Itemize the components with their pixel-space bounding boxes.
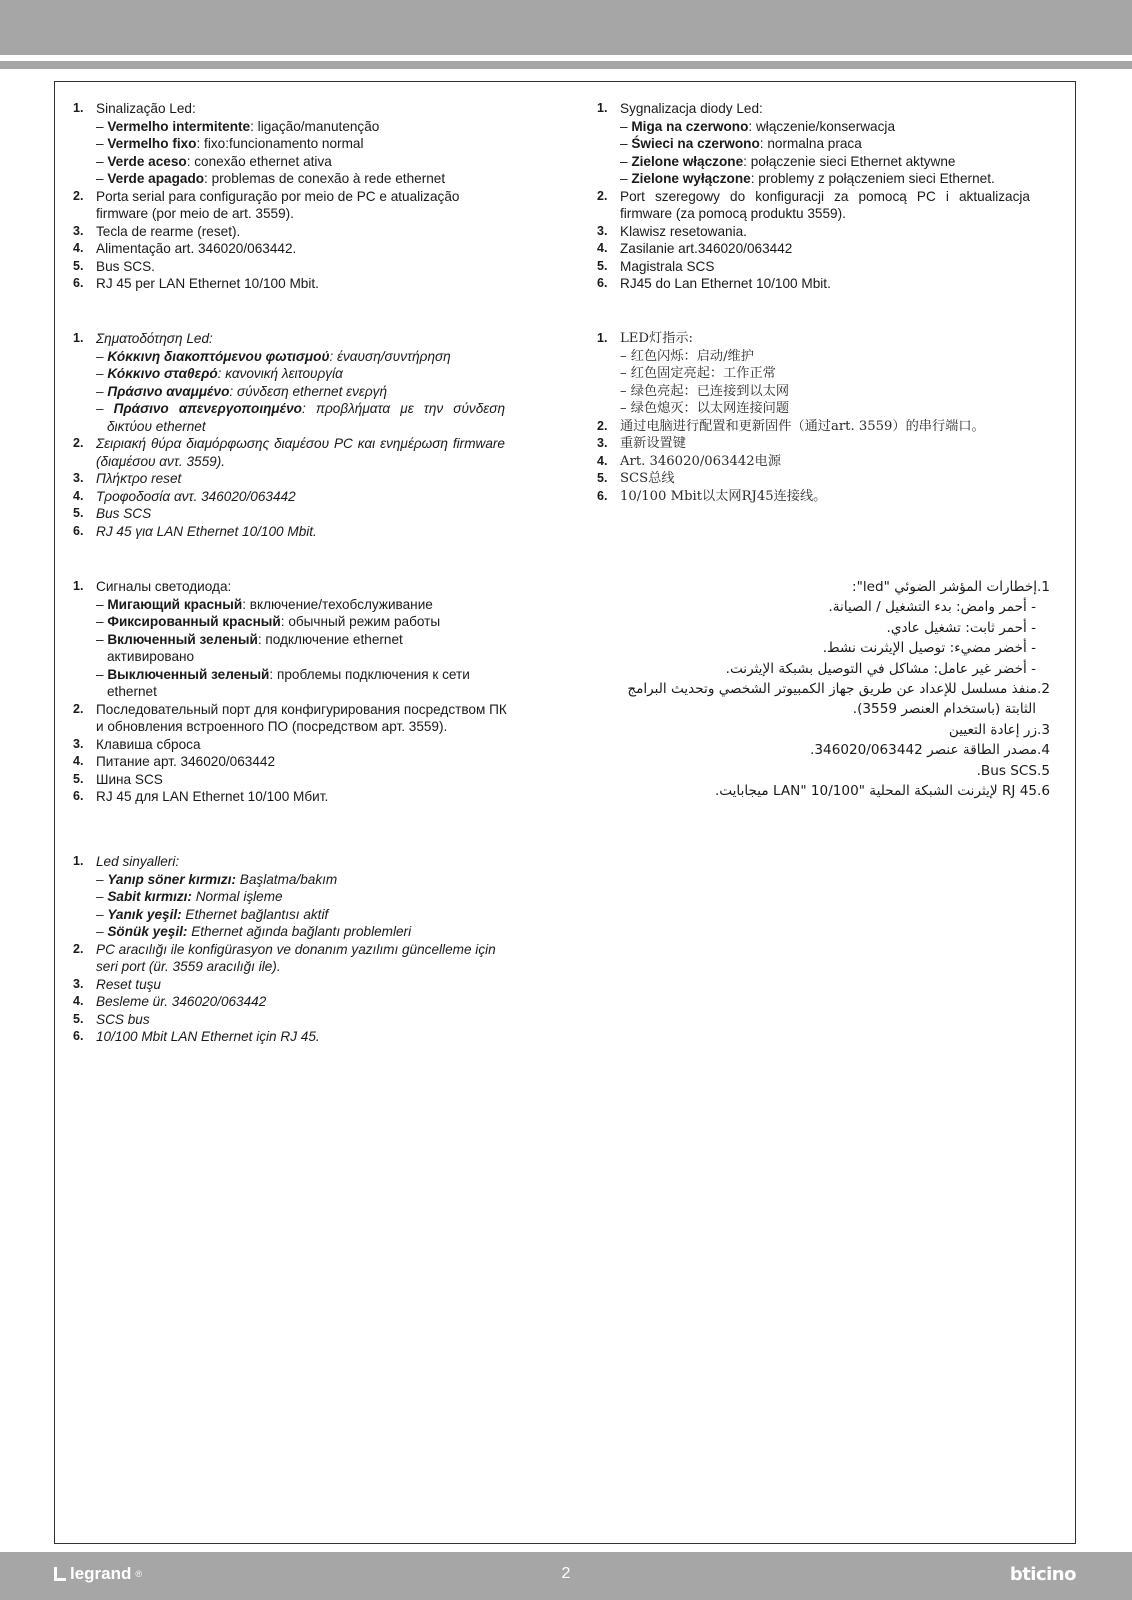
list-item: 4. Питание арт. 346020/063442	[73, 754, 276, 769]
list-item-continuation: الثابتة (باستخدام العنصر 3559).	[852, 701, 1036, 718]
sub-item: – 红色固定亮起：工作正常	[620, 366, 776, 381]
sub-item: - أحمر ثابت: تشغيل عادي.	[886, 619, 1036, 636]
list-item: 1. Sygnalizacja diody Led: – Miga na czerwono: włączenie/konserwacja – Świeci na czerwono: normalna praca – Zielone włączone: połączenie sieci Ethernet aktywne – Zielone wyłączone: problemy z połączeniem sieci Ethernet.	[597, 100, 1030, 188]
list-item: 3. Клавиша сброса	[73, 736, 201, 752]
list-item: 4. Besleme ür. 346020/063442	[73, 994, 267, 1009]
footer-bar	[0, 1552, 1132, 1600]
sub-item: - أحمر وامض: بدء التشغيل / الصيانة.	[828, 599, 1036, 616]
section-arabic	[580, 577, 1050, 801]
page-number: 2	[561, 1565, 571, 1582]
list-item: 5. SCS bus	[73, 1011, 150, 1027]
section-portuguese	[73, 100, 513, 293]
item-text: Sygnalizacja diody Led:	[620, 101, 763, 116]
sub-item: – Κόκκινο σταθερό: κανονική λειτουργία	[96, 366, 343, 381]
sub-item: - أخضر غير عامل: مشاكل في التوصيل بشبكة الإيثرنت.	[725, 660, 1036, 677]
item-text: Σηματοδότηση Led:	[96, 331, 213, 346]
list-item: 2. Porta serial para configuração por meio de PC e atualização firmware (por meio de art. 3559).	[73, 188, 460, 221]
list-item: 5. Шина SCS	[73, 771, 163, 787]
list-item: 4. Zasilanie art.346020/063442	[597, 241, 793, 256]
list-item: 1. Σηματοδότηση Led: – Κόκκινη διακοπτόμενου φωτισμού: έναυση/συντήρηση – Κόκκινο σταθερό: κανονική λειτουργία – Πράσινο αναμμένο: σύνδεση ethernet ενεργή – Πράσινο απενεργοποιημένο: προβλήματα με την σύνδεση δικτύου ethernet	[73, 331, 506, 434]
header-bar	[0, 0, 1132, 55]
section-turkish	[73, 853, 513, 1046]
section-greek	[73, 330, 505, 540]
registered-mark: ®	[135, 1569, 143, 1579]
list-item: 4. Τροφοδοσία αντ. 346020/063442	[73, 488, 296, 504]
list-item: 5. Bus SCS.	[73, 258, 155, 274]
sub-item: – Yanık yeşil: Ethernet bağlantısı aktif	[96, 906, 329, 922]
item-text: Sinalização Led:	[96, 101, 196, 116]
header-stripe	[0, 61, 1132, 69]
sub-item: – Yanıp söner kırmızı: Başlatma/bakım	[96, 871, 338, 887]
sub-item: – Świeci na czerwono: normalna praca	[620, 136, 862, 151]
sub-item: – Vermelho intermitente: ligação/manutenção	[96, 118, 380, 134]
list-item: 3. Reset tuşu	[73, 976, 161, 992]
sub-item: – Miga na czerwono: włączenie/konserwacja	[620, 118, 895, 134]
list-item: 1. Сигналы светодиода: – Мигающий красный: включение/техобслуживание – Фиксированный красный: обычный режим работы – Включенный зеленый: подключение ethernet активировано – Выключенный зеленый: проблемы подключения к сети ethernet	[73, 578, 513, 701]
sub-item: – Включенный зеленый: подключение ethernet активировано	[96, 631, 403, 664]
list-item: 4. Alimentação art. 346020/063442.	[73, 241, 297, 256]
list-item: 3. Tecla de rearme (reset).	[73, 223, 241, 239]
item-text: Led sinyalleri:	[96, 854, 180, 869]
section-polish	[597, 100, 1030, 293]
item-text: Сигналы светодиода:	[96, 579, 232, 594]
sub-item: – Verde aceso: conexão ethernet ativa	[96, 153, 332, 169]
list-item: 3. 重新设置键	[597, 436, 686, 451]
sub-item: – Πράσινο αναμμένο: σύνδεση ethernet ενεργή	[96, 383, 387, 399]
list-item: 6. RJ45 do Lan Ethernet 10/100 Mbit.	[597, 276, 831, 291]
list-item: 3. Klawisz resetowania.	[597, 223, 747, 239]
content-frame	[54, 81, 1076, 1544]
sub-item: – Zielone wyłączone: problemy z połączeniem sieci Ethernet.	[620, 171, 995, 186]
list-item: 1. LED灯指示: – 红色闪烁：启动/维护 – 红色固定亮起：工作正常 – 绿色亮起：已连接到以太网 – 绿色熄灭：以太网连接问题	[597, 330, 1030, 418]
item-text: LED灯指示:	[620, 331, 693, 346]
list-item: 2. Port szeregowy do konfiguracji za pomocą PC i aktualizacja firmware (za pomocą produktu 3559).	[597, 188, 1030, 221]
list-item: 1.إخطارات المؤشر الضوئي "led":	[852, 579, 1050, 595]
sub-item: – Фиксированный красный: обычный режим работы	[96, 614, 441, 629]
list-item: 6. RJ 45 για LAN Ethernet 10/100 Mbit.	[73, 523, 317, 539]
bticino-logo: bticino	[1009, 1564, 1076, 1585]
sub-item: – Vermelho fixo: fixo:funcionamento normal	[96, 136, 364, 151]
sub-item: – Мигающий красный: включение/техобслуживание	[96, 596, 433, 612]
sub-item: – 绿色熄灭：以太网连接问题	[620, 401, 790, 416]
sub-item: – 绿色亮起：已连接到以太网	[620, 383, 790, 399]
sub-item: – 红色闪烁：启动/维护	[620, 348, 754, 364]
list-item: 3. Πλήκτρο reset	[73, 471, 182, 486]
list-item: 6. 10/100 Mbit LAN Ethernet için RJ 45.	[73, 1029, 320, 1044]
section-chinese	[597, 330, 1030, 505]
list-item: 2. Последовательный порт для конфигурирования посредством ПК и обновления встроенного ПО (посредством арт. 3559).	[73, 701, 507, 734]
list-item: 2. PC aracılığı ile konfigürasyon ve donanım yazılımı güncelleme için seri port (ür. 3559 aracılığı ile).	[73, 941, 496, 974]
sub-item: – Sönük yeşil: Ethernet ağında bağlantı problemleri	[96, 924, 412, 939]
sub-item: – Sabit kırmızı: Normal işleme	[96, 889, 283, 904]
list-item: 6. RJ 45 для LAN Ethernet 10/100 Мбит.	[73, 789, 329, 804]
list-item: 2. 通过电脑进行配置和更新固件（通过art. 3559）的串行端口。	[597, 418, 985, 434]
list-item: 6. RJ 45 per LAN Ethernet 10/100 Mbit.	[73, 276, 319, 291]
sub-item: – Выключенный зеленый: проблемы подключения к сети ethernet	[96, 666, 470, 699]
list-item: 5. Bus SCS	[73, 506, 152, 521]
list-item: 1. Led sinyalleri: – Yanıp söner kırmızı: Başlatma/bakım – Sabit kırmızı: Normal işleme – Yanık yeşil: Ethernet bağlantısı aktif – Sönük yeşil: Ethernet ağında bağlantı problemleri	[73, 853, 513, 941]
list-item: 4. Art. 346020/063442电源	[597, 453, 782, 469]
legrand-wordmark: legrand	[70, 1564, 132, 1583]
list-item: 2. Σειριακή θύρα διαμόρφωσης διαμέσου PC και ενημέρωση firmware (διαμέσου αντ. 3559).	[73, 436, 505, 469]
list-item: 5. Magistrala SCS	[597, 258, 715, 274]
sub-item: - أخضر مضيء: توصيل الإيثرنت نشط.	[822, 640, 1036, 657]
list-item: 5. SCS总线	[597, 471, 675, 486]
section-russian	[73, 578, 513, 806]
sub-item: – Verde apagado: problemas de conexão à rede ethernet	[96, 171, 446, 186]
list-item: 3.زر إعادة التعيين	[948, 721, 1050, 738]
list-item: 1. Sinalização Led: – Vermelho intermitente: ligação/manutenção – Vermelho fixo: fixo:funcionamento normal – Verde aceso: conexão ethernet ativa – Verde apagado: problemas de conexão à rede ethernet	[73, 100, 513, 188]
sub-item: – Zielone włączone: połączenie sieci Ethernet aktywne	[620, 153, 956, 169]
list-item: 6. 10/100 Mbit以太网RJ45连接线。	[597, 488, 827, 504]
list-item: 2.منفذ مسلسل للإعداد عن طريق جهاز الكمبيوتر الشخصي وتحديث البرامج	[627, 681, 1050, 698]
list-item: 4.مصدر الطاقة عنصر 346020/063442.	[810, 742, 1050, 759]
list-item: 6.RJ 45 لإيثرنت الشبكة المحلية "LAN" 10/100 ميجابايت.	[714, 783, 1050, 800]
sub-item: – Πράσινο απενεργοποιημένο: προβλήματα με την σύνδεση δικτύου ethernet	[96, 401, 506, 434]
sub-item: – Κόκκινη διακοπτόμενου φωτισμού: έναυση/συντήρηση	[96, 348, 451, 364]
list-item: 5.Bus SCS.	[976, 762, 1050, 779]
